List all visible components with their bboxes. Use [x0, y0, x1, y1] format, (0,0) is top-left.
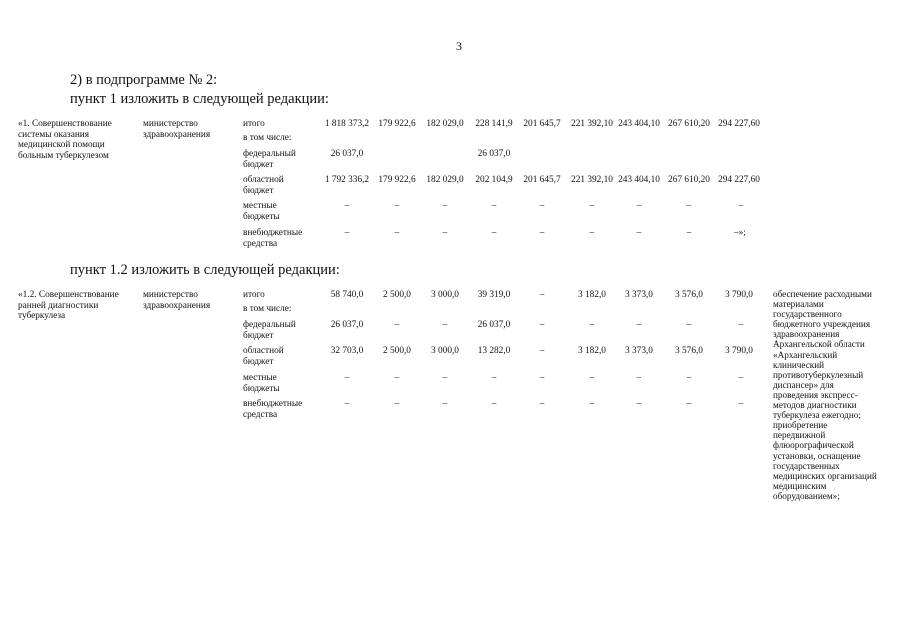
- cell-value: –: [344, 201, 350, 211]
- row-label: в том числе:: [243, 304, 292, 314]
- cell-value: 13 282,0: [477, 346, 511, 356]
- cell-value: 26 037,0: [477, 149, 511, 159]
- row-label: итого: [243, 119, 265, 129]
- row-label: федеральный бюджет: [243, 320, 296, 341]
- row-label: федеральный бюджет: [243, 149, 296, 170]
- cell-value: –: [738, 201, 744, 211]
- cell-value: –: [491, 228, 497, 238]
- cell-value: –: [636, 320, 642, 330]
- row-label: внебюджетные средства: [243, 228, 303, 249]
- cell-value: 3 000,0: [431, 346, 459, 356]
- cell-value: 1 818 373,2: [324, 119, 370, 129]
- cell-value: 3 182,0: [578, 290, 606, 300]
- cell-value: –: [539, 373, 545, 383]
- cell-value: 179 922,6: [378, 175, 416, 185]
- cell-value: 32 703,0: [330, 346, 364, 356]
- cell-value: 26 037,0: [477, 320, 511, 330]
- cell-value: 267 610,20: [668, 175, 710, 185]
- cell-value: –: [589, 399, 595, 409]
- cell-value: –: [686, 320, 692, 330]
- cell-value: –: [539, 228, 545, 238]
- cell-value: –: [442, 201, 448, 211]
- heading-item-1: пункт 1 изложить в следующей редакции:: [70, 91, 329, 107]
- cell-value: –: [344, 399, 350, 409]
- cell-value: 58 740,0: [330, 290, 364, 300]
- cell-value: 3 790,0: [725, 346, 753, 356]
- expected-result-2: обеспечение расходными материалами государственного бюджетного учреждения здравоохранения Архангельской области «Архангельский клинический противотуберкулезный диспансер» для проведения экспресс-методов диагностики туберкулеза ежегодно; приобретение передвижной флюорографической установки, оснащение государственных медицинских организаций медицинским оборудованием»;: [773, 289, 877, 501]
- cell-value: –»;: [734, 228, 746, 238]
- heading-item-1-2: пункт 1.2 изложить в следующей редакции:: [70, 262, 340, 278]
- cell-value: –: [491, 201, 497, 211]
- cell-value: –: [344, 228, 350, 238]
- cell-value: –: [539, 290, 545, 300]
- row-label: областной бюджет: [243, 346, 284, 367]
- cell-value: –: [394, 201, 400, 211]
- cell-value: –: [738, 320, 744, 330]
- cell-value: 182 029,0: [426, 175, 464, 185]
- cell-value: 1 792 336,2: [324, 175, 370, 185]
- cell-value: 3 000,0: [431, 290, 459, 300]
- cell-value: 39 319,0: [477, 290, 511, 300]
- cell-value: –: [589, 201, 595, 211]
- cell-value: 228 141,9: [475, 119, 513, 129]
- cell-value: –: [394, 373, 400, 383]
- row-label: внебюджетные средства: [243, 399, 303, 420]
- cell-value: –: [589, 228, 595, 238]
- cell-value: –: [394, 320, 400, 330]
- cell-value: 2 500,0: [383, 346, 411, 356]
- cell-value: 221 392,10: [571, 175, 613, 185]
- cell-value: –: [442, 399, 448, 409]
- cell-value: –: [539, 346, 545, 356]
- cell-value: –: [442, 373, 448, 383]
- cell-value: 221 392,10: [571, 119, 613, 129]
- cell-value: –: [686, 373, 692, 383]
- cell-value: 3 373,0: [625, 346, 653, 356]
- cell-value: 3 576,0: [675, 346, 703, 356]
- cell-value: 201 645,7: [523, 119, 561, 129]
- cell-value: 243 404,10: [618, 119, 660, 129]
- cell-value: –: [636, 201, 642, 211]
- cell-value: –: [394, 399, 400, 409]
- cell-value: 2 500,0: [383, 290, 411, 300]
- cell-value: –: [636, 228, 642, 238]
- cell-value: 243 404,10: [618, 175, 660, 185]
- cell-value: –: [491, 399, 497, 409]
- cell-value: –: [394, 228, 400, 238]
- cell-value: –: [738, 373, 744, 383]
- cell-value: 294 227,60: [718, 119, 760, 129]
- page-number: 3: [456, 39, 462, 53]
- action-name-1: «1. Совершенствование системы оказания медицинской помощи больным туберкулезом: [18, 119, 112, 161]
- cell-value: –: [589, 320, 595, 330]
- cell-value: 182 029,0: [426, 119, 464, 129]
- cell-value: –: [539, 201, 545, 211]
- cell-value: –: [686, 399, 692, 409]
- executor-1: министерство здравоохранения: [143, 119, 211, 140]
- cell-value: –: [539, 399, 545, 409]
- cell-value: –: [442, 228, 448, 238]
- cell-value: –: [738, 399, 744, 409]
- cell-value: –: [686, 228, 692, 238]
- cell-value: 3 182,0: [578, 346, 606, 356]
- row-label: местные бюджеты: [243, 373, 280, 394]
- cell-value: 3 790,0: [725, 290, 753, 300]
- cell-value: 3 373,0: [625, 290, 653, 300]
- cell-value: –: [344, 373, 350, 383]
- row-label: местные бюджеты: [243, 201, 280, 222]
- cell-value: –: [539, 320, 545, 330]
- row-label: итого: [243, 290, 265, 300]
- cell-value: –: [589, 373, 595, 383]
- cell-value: –: [442, 320, 448, 330]
- cell-value: –: [686, 201, 692, 211]
- cell-value: 3 576,0: [675, 290, 703, 300]
- heading-subprogram: 2) в подпрограмме № 2:: [70, 72, 218, 88]
- row-label: в том числе:: [243, 133, 292, 143]
- cell-value: 26 037,0: [330, 149, 364, 159]
- cell-value: –: [636, 373, 642, 383]
- cell-value: 294 227,60: [718, 175, 760, 185]
- cell-value: 179 922,6: [378, 119, 416, 129]
- cell-value: 201 645,7: [523, 175, 561, 185]
- cell-value: 267 610,20: [668, 119, 710, 129]
- action-name-2: «1.2. Совершенствование ранней диагностики туберкулеза: [18, 290, 119, 321]
- cell-value: 26 037,0: [330, 320, 364, 330]
- cell-value: –: [491, 373, 497, 383]
- row-label: областной бюджет: [243, 175, 284, 196]
- cell-value: 202 104,9: [475, 175, 513, 185]
- cell-value: –: [636, 399, 642, 409]
- executor-2: министерство здравоохранения: [143, 290, 211, 311]
